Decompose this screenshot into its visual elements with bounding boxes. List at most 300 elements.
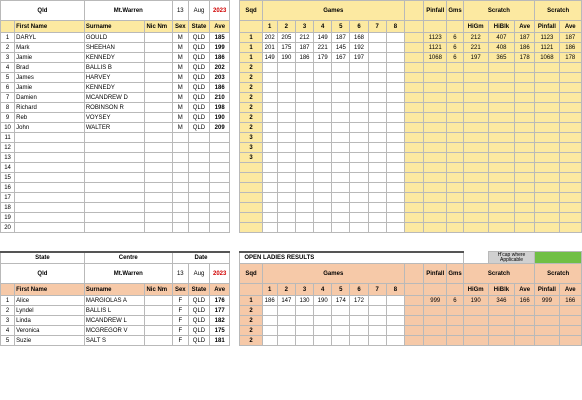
state-cell[interactable]: QLD: [188, 63, 209, 73]
game-score-cell[interactable]: [262, 163, 277, 173]
game-score-cell[interactable]: [350, 193, 368, 203]
ave-scratch2-cell[interactable]: 187: [559, 33, 581, 43]
game-score-cell[interactable]: [368, 53, 386, 63]
game-score-cell[interactable]: 172: [350, 296, 368, 306]
ave-scratch-cell[interactable]: [515, 153, 535, 163]
row-number[interactable]: 17: [1, 193, 15, 203]
gms-cell[interactable]: 6: [447, 33, 463, 43]
gms-cell[interactable]: [447, 183, 463, 193]
gms-cell[interactable]: [447, 133, 463, 143]
row-number[interactable]: 14: [1, 163, 15, 173]
game-score-cell[interactable]: [262, 213, 277, 223]
ave-cell[interactable]: 182: [210, 316, 230, 326]
ave-cell[interactable]: [210, 213, 230, 223]
surname-cell[interactable]: [84, 173, 145, 183]
blank-cell[interactable]: [404, 213, 423, 223]
ave-scratch-cell[interactable]: [515, 306, 535, 316]
ave-cell[interactable]: [210, 133, 230, 143]
nic-cell[interactable]: [145, 153, 172, 163]
ave-cell[interactable]: 186: [210, 53, 230, 63]
game-score-cell[interactable]: [277, 163, 295, 173]
pinfall-scratch-cell[interactable]: [535, 306, 559, 316]
sqd-cell[interactable]: 2: [240, 316, 262, 326]
game-score-cell[interactable]: [386, 306, 404, 316]
game-score-cell[interactable]: [277, 93, 295, 103]
game-score-cell[interactable]: [350, 306, 368, 316]
state-cell[interactable]: QLD: [188, 83, 209, 93]
row-number[interactable]: 1: [1, 296, 15, 306]
game-score-cell[interactable]: [386, 336, 404, 346]
first-name-cell[interactable]: John: [15, 123, 85, 133]
higm-cell[interactable]: 221: [463, 43, 488, 53]
ave-scratch-cell[interactable]: [515, 73, 535, 83]
game-score-cell[interactable]: [350, 143, 368, 153]
pinfall-cell[interactable]: [424, 306, 447, 316]
game-score-cell[interactable]: [332, 113, 350, 123]
higm-cell[interactable]: [463, 203, 488, 213]
game-score-cell[interactable]: 174: [332, 296, 350, 306]
nic-cell[interactable]: [145, 306, 172, 316]
game-score-cell[interactable]: [262, 93, 277, 103]
sqd-cell[interactable]: 2: [240, 93, 262, 103]
pinfall-scratch-cell[interactable]: 1123: [535, 33, 559, 43]
game-score-cell[interactable]: [277, 213, 295, 223]
pinfall-cell[interactable]: [424, 123, 447, 133]
first-name-cell[interactable]: Damien: [15, 93, 85, 103]
game-score-cell[interactable]: [314, 63, 332, 73]
ave-scratch2-cell[interactable]: [559, 83, 581, 93]
hiblk-cell[interactable]: [488, 163, 514, 173]
game-score-cell[interactable]: [277, 153, 295, 163]
sex-cell[interactable]: M: [172, 43, 188, 53]
game-score-cell[interactable]: [350, 93, 368, 103]
surname-cell[interactable]: [84, 193, 145, 203]
pinfall-cell[interactable]: 999: [424, 296, 447, 306]
game-score-cell[interactable]: [314, 306, 332, 316]
gms-cell[interactable]: [447, 193, 463, 203]
hiblk-cell[interactable]: [488, 113, 514, 123]
ave-cell[interactable]: 186: [210, 83, 230, 93]
blank-cell[interactable]: [404, 73, 423, 83]
row-number[interactable]: 16: [1, 183, 15, 193]
surname-cell[interactable]: [84, 163, 145, 173]
game-score-cell[interactable]: [295, 203, 313, 213]
game-score-cell[interactable]: [350, 173, 368, 183]
ave-scratch-cell[interactable]: [515, 63, 535, 73]
sqd-cell[interactable]: [240, 173, 262, 183]
hiblk-cell[interactable]: [488, 133, 514, 143]
game-score-cell[interactable]: [386, 163, 404, 173]
sex-cell[interactable]: [172, 183, 188, 193]
game-score-cell[interactable]: [386, 33, 404, 43]
first-name-cell[interactable]: [15, 193, 85, 203]
ave-scratch2-cell[interactable]: [559, 153, 581, 163]
higm-cell[interactable]: [463, 63, 488, 73]
sex-cell[interactable]: [172, 213, 188, 223]
higm-cell[interactable]: [463, 213, 488, 223]
ave-cell[interactable]: [210, 203, 230, 213]
game-score-cell[interactable]: [368, 133, 386, 143]
hiblk-cell[interactable]: [488, 336, 514, 346]
game-score-cell[interactable]: [368, 316, 386, 326]
game-score-cell[interactable]: [314, 123, 332, 133]
game-score-cell[interactable]: [386, 113, 404, 123]
game-score-cell[interactable]: [386, 193, 404, 203]
game-score-cell[interactable]: [350, 73, 368, 83]
nic-cell[interactable]: [145, 296, 172, 306]
row-number[interactable]: 4: [1, 63, 15, 73]
ladies-state-value[interactable]: Qld: [1, 264, 85, 284]
game-score-cell[interactable]: [262, 173, 277, 183]
pinfall-cell[interactable]: [424, 93, 447, 103]
ave-cell[interactable]: 199: [210, 43, 230, 53]
surname-cell[interactable]: WALTER: [84, 123, 145, 133]
game-score-cell[interactable]: [332, 133, 350, 143]
row-number[interactable]: 3: [1, 53, 15, 63]
ave-scratch-cell[interactable]: [515, 183, 535, 193]
game-score-cell[interactable]: [368, 83, 386, 93]
surname-cell[interactable]: ROBINSON R: [84, 103, 145, 113]
game-score-cell[interactable]: [368, 336, 386, 346]
gms-cell[interactable]: [447, 73, 463, 83]
hiblk-cell[interactable]: [488, 143, 514, 153]
pinfall-scratch-cell[interactable]: 1121: [535, 43, 559, 53]
ave-cell[interactable]: 209: [210, 123, 230, 133]
game-score-cell[interactable]: [350, 316, 368, 326]
hiblk-cell[interactable]: [488, 123, 514, 133]
sex-cell[interactable]: F: [172, 336, 188, 346]
pinfall-cell[interactable]: 1068: [424, 53, 447, 63]
game-score-cell[interactable]: [277, 133, 295, 143]
date-day[interactable]: 13: [172, 1, 188, 21]
row-number[interactable]: 8: [1, 103, 15, 113]
game-score-cell[interactable]: [314, 336, 332, 346]
game-score-cell[interactable]: 197: [350, 53, 368, 63]
higm-cell[interactable]: [463, 153, 488, 163]
game-score-cell[interactable]: [368, 326, 386, 336]
ave-cell[interactable]: [210, 223, 230, 233]
blank-cell[interactable]: [404, 113, 423, 123]
sqd-cell[interactable]: 2: [240, 63, 262, 73]
blank-cell[interactable]: [404, 133, 423, 143]
ave-cell[interactable]: [210, 183, 230, 193]
surname-cell[interactable]: [84, 183, 145, 193]
hiblk-cell[interactable]: [488, 63, 514, 73]
state-cell[interactable]: [188, 143, 209, 153]
sqd-cell[interactable]: 1: [240, 43, 262, 53]
state-cell[interactable]: [188, 193, 209, 203]
game-score-cell[interactable]: [368, 223, 386, 233]
surname-cell[interactable]: [84, 153, 145, 163]
sqd-cell[interactable]: [240, 203, 262, 213]
blank-cell[interactable]: [404, 306, 423, 316]
higm-cell[interactable]: [463, 193, 488, 203]
game-score-cell[interactable]: [295, 326, 313, 336]
pinfall-cell[interactable]: [424, 143, 447, 153]
state-cell[interactable]: [188, 153, 209, 163]
game-score-cell[interactable]: [368, 123, 386, 133]
nic-cell[interactable]: [145, 113, 172, 123]
ave-scratch2-cell[interactable]: [559, 163, 581, 173]
row-number[interactable]: 20: [1, 223, 15, 233]
game-score-cell[interactable]: [295, 153, 313, 163]
higm-cell[interactable]: [463, 223, 488, 233]
blank-cell[interactable]: [404, 43, 423, 53]
blank-cell[interactable]: [404, 183, 423, 193]
state-cell[interactable]: QLD: [188, 113, 209, 123]
game-score-cell[interactable]: [277, 73, 295, 83]
row-number[interactable]: 2: [1, 43, 15, 53]
pinfall-scratch-cell[interactable]: [535, 73, 559, 83]
game-score-cell[interactable]: 168: [350, 33, 368, 43]
sqd-cell[interactable]: 2: [240, 73, 262, 83]
ave-cell[interactable]: 202: [210, 63, 230, 73]
nic-cell[interactable]: [145, 33, 172, 43]
row-number[interactable]: 5: [1, 336, 15, 346]
game-score-cell[interactable]: [350, 123, 368, 133]
hiblk-cell[interactable]: [488, 223, 514, 233]
higm-cell[interactable]: [463, 163, 488, 173]
gms-cell[interactable]: [447, 336, 463, 346]
game-score-cell[interactable]: [386, 133, 404, 143]
game-score-cell[interactable]: 202: [262, 33, 277, 43]
game-score-cell[interactable]: [277, 103, 295, 113]
blank-cell[interactable]: [404, 123, 423, 133]
pinfall-scratch-cell[interactable]: [535, 213, 559, 223]
game-score-cell[interactable]: [314, 193, 332, 203]
pinfall-scratch-cell[interactable]: [535, 183, 559, 193]
game-score-cell[interactable]: [386, 316, 404, 326]
hiblk-cell[interactable]: [488, 316, 514, 326]
surname-cell[interactable]: MCGREGOR V: [84, 326, 145, 336]
sex-cell[interactable]: M: [172, 103, 188, 113]
sex-cell[interactable]: F: [172, 296, 188, 306]
blank-cell[interactable]: [404, 316, 423, 326]
sqd-cell[interactable]: [240, 183, 262, 193]
ave-cell[interactable]: 190: [210, 113, 230, 123]
blank-cell[interactable]: [404, 153, 423, 163]
game-score-cell[interactable]: [314, 113, 332, 123]
surname-cell[interactable]: GOULD: [84, 33, 145, 43]
surname-cell[interactable]: VOYSEY: [84, 113, 145, 123]
ave-cell[interactable]: [210, 153, 230, 163]
higm-cell[interactable]: 190: [463, 296, 488, 306]
sex-cell[interactable]: M: [172, 123, 188, 133]
ave-scratch2-cell[interactable]: [559, 63, 581, 73]
ave-scratch-cell[interactable]: [515, 203, 535, 213]
game-score-cell[interactable]: [386, 296, 404, 306]
sqd-cell[interactable]: 1: [240, 33, 262, 43]
game-score-cell[interactable]: [332, 93, 350, 103]
ave-scratch-cell[interactable]: 187: [515, 33, 535, 43]
game-score-cell[interactable]: [386, 53, 404, 63]
pinfall-scratch-cell[interactable]: [535, 113, 559, 123]
ave-scratch-cell[interactable]: [515, 163, 535, 173]
game-score-cell[interactable]: [350, 183, 368, 193]
game-score-cell[interactable]: [295, 163, 313, 173]
game-score-cell[interactable]: [386, 43, 404, 53]
hiblk-cell[interactable]: [488, 153, 514, 163]
game-score-cell[interactable]: [262, 103, 277, 113]
ave-scratch2-cell[interactable]: 166: [559, 296, 581, 306]
game-score-cell[interactable]: [262, 223, 277, 233]
pinfall-cell[interactable]: 1121: [424, 43, 447, 53]
blank-cell[interactable]: [404, 223, 423, 233]
pinfall-scratch-cell[interactable]: [535, 163, 559, 173]
game-score-cell[interactable]: [277, 223, 295, 233]
gms-cell[interactable]: [447, 103, 463, 113]
game-score-cell[interactable]: [350, 223, 368, 233]
sqd-cell[interactable]: 2: [240, 306, 262, 316]
game-score-cell[interactable]: [368, 163, 386, 173]
pinfall-cell[interactable]: [424, 336, 447, 346]
sex-cell[interactable]: [172, 223, 188, 233]
gms-cell[interactable]: [447, 203, 463, 213]
row-number[interactable]: 10: [1, 123, 15, 133]
game-score-cell[interactable]: [295, 213, 313, 223]
sqd-cell[interactable]: [240, 213, 262, 223]
game-score-cell[interactable]: [277, 143, 295, 153]
game-score-cell[interactable]: [262, 153, 277, 163]
state-cell[interactable]: [188, 223, 209, 233]
state-cell[interactable]: QLD: [188, 123, 209, 133]
game-score-cell[interactable]: [277, 123, 295, 133]
game-score-cell[interactable]: [314, 93, 332, 103]
higm-cell[interactable]: [463, 336, 488, 346]
ave-scratch-cell[interactable]: 178: [515, 53, 535, 63]
state-cell[interactable]: QLD: [188, 326, 209, 336]
ave-cell[interactable]: [210, 143, 230, 153]
pinfall-cell[interactable]: [424, 183, 447, 193]
game-score-cell[interactable]: [368, 193, 386, 203]
game-score-cell[interactable]: [350, 163, 368, 173]
game-score-cell[interactable]: 190: [314, 296, 332, 306]
gms-cell[interactable]: [447, 83, 463, 93]
game-score-cell[interactable]: [262, 306, 277, 316]
higm-cell[interactable]: [463, 93, 488, 103]
surname-cell[interactable]: BALLIS B: [84, 63, 145, 73]
blank-cell[interactable]: [404, 83, 423, 93]
state-cell[interactable]: QLD: [188, 33, 209, 43]
game-score-cell[interactable]: [295, 123, 313, 133]
row-number[interactable]: 9: [1, 113, 15, 123]
pinfall-cell[interactable]: [424, 103, 447, 113]
surname-cell[interactable]: SHEEHAN: [84, 43, 145, 53]
state-cell[interactable]: [188, 133, 209, 143]
nic-cell[interactable]: [145, 336, 172, 346]
game-score-cell[interactable]: 201: [262, 43, 277, 53]
sqd-cell[interactable]: 1: [240, 296, 262, 306]
ave-scratch-cell[interactable]: [515, 133, 535, 143]
nic-cell[interactable]: [145, 133, 172, 143]
game-score-cell[interactable]: [350, 153, 368, 163]
pinfall-scratch-cell[interactable]: [535, 83, 559, 93]
surname-cell[interactable]: MCANDREW L: [84, 316, 145, 326]
hiblk-cell[interactable]: [488, 93, 514, 103]
hiblk-cell[interactable]: [488, 193, 514, 203]
gms-cell[interactable]: [447, 63, 463, 73]
game-score-cell[interactable]: [314, 153, 332, 163]
first-name-cell[interactable]: [15, 173, 85, 183]
row-number[interactable]: 2: [1, 306, 15, 316]
first-name-cell[interactable]: DARYL: [15, 33, 85, 43]
ave-scratch2-cell[interactable]: [559, 93, 581, 103]
ave-cell[interactable]: [210, 173, 230, 183]
first-name-cell[interactable]: [15, 213, 85, 223]
sex-cell[interactable]: [172, 203, 188, 213]
game-score-cell[interactable]: [295, 73, 313, 83]
state-cell[interactable]: QLD: [188, 103, 209, 113]
ave-scratch-cell[interactable]: [515, 223, 535, 233]
ave-scratch2-cell[interactable]: [559, 203, 581, 213]
game-score-cell[interactable]: [314, 103, 332, 113]
ave-scratch2-cell[interactable]: [559, 213, 581, 223]
game-score-cell[interactable]: [332, 103, 350, 113]
game-score-cell[interactable]: [368, 203, 386, 213]
pinfall-cell[interactable]: [424, 316, 447, 326]
ave-scratch2-cell[interactable]: [559, 133, 581, 143]
ave-scratch2-cell[interactable]: [559, 173, 581, 183]
surname-cell[interactable]: HARVEY: [84, 73, 145, 83]
game-score-cell[interactable]: [386, 223, 404, 233]
sqd-cell[interactable]: 2: [240, 336, 262, 346]
nic-cell[interactable]: [145, 143, 172, 153]
gms-cell[interactable]: [447, 93, 463, 103]
ave-scratch2-cell[interactable]: [559, 326, 581, 336]
ave-scratch-cell[interactable]: [515, 103, 535, 113]
pinfall-cell[interactable]: [424, 83, 447, 93]
sex-cell[interactable]: F: [172, 316, 188, 326]
pinfall-cell[interactable]: [424, 203, 447, 213]
game-score-cell[interactable]: [295, 316, 313, 326]
surname-cell[interactable]: SALT S: [84, 336, 145, 346]
gms-cell[interactable]: 6: [447, 296, 463, 306]
game-score-cell[interactable]: [368, 103, 386, 113]
game-score-cell[interactable]: [277, 306, 295, 316]
state-cell[interactable]: [188, 213, 209, 223]
game-score-cell[interactable]: [368, 173, 386, 183]
game-score-cell[interactable]: 212: [295, 33, 313, 43]
state-value[interactable]: Qld: [1, 1, 85, 21]
state-cell[interactable]: QLD: [188, 43, 209, 53]
game-score-cell[interactable]: [386, 183, 404, 193]
hiblk-cell[interactable]: [488, 183, 514, 193]
blank-cell[interactable]: [404, 163, 423, 173]
game-score-cell[interactable]: [350, 103, 368, 113]
nic-cell[interactable]: [145, 326, 172, 336]
ave-scratch2-cell[interactable]: [559, 193, 581, 203]
game-score-cell[interactable]: [332, 213, 350, 223]
ave-scratch2-cell[interactable]: [559, 336, 581, 346]
nic-cell[interactable]: [145, 103, 172, 113]
game-score-cell[interactable]: 130: [295, 296, 313, 306]
state-cell[interactable]: QLD: [188, 296, 209, 306]
pinfall-scratch-cell[interactable]: [535, 223, 559, 233]
game-score-cell[interactable]: [295, 183, 313, 193]
surname-cell[interactable]: KENNEDY: [84, 53, 145, 63]
gms-cell[interactable]: [447, 213, 463, 223]
state-cell[interactable]: [188, 183, 209, 193]
row-number[interactable]: 11: [1, 133, 15, 143]
game-score-cell[interactable]: [332, 83, 350, 93]
pinfall-cell[interactable]: [424, 113, 447, 123]
game-score-cell[interactable]: [262, 203, 277, 213]
ave-cell[interactable]: [210, 193, 230, 203]
game-score-cell[interactable]: [332, 183, 350, 193]
blank-cell[interactable]: [404, 336, 423, 346]
surname-cell[interactable]: [84, 223, 145, 233]
higm-cell[interactable]: [463, 83, 488, 93]
